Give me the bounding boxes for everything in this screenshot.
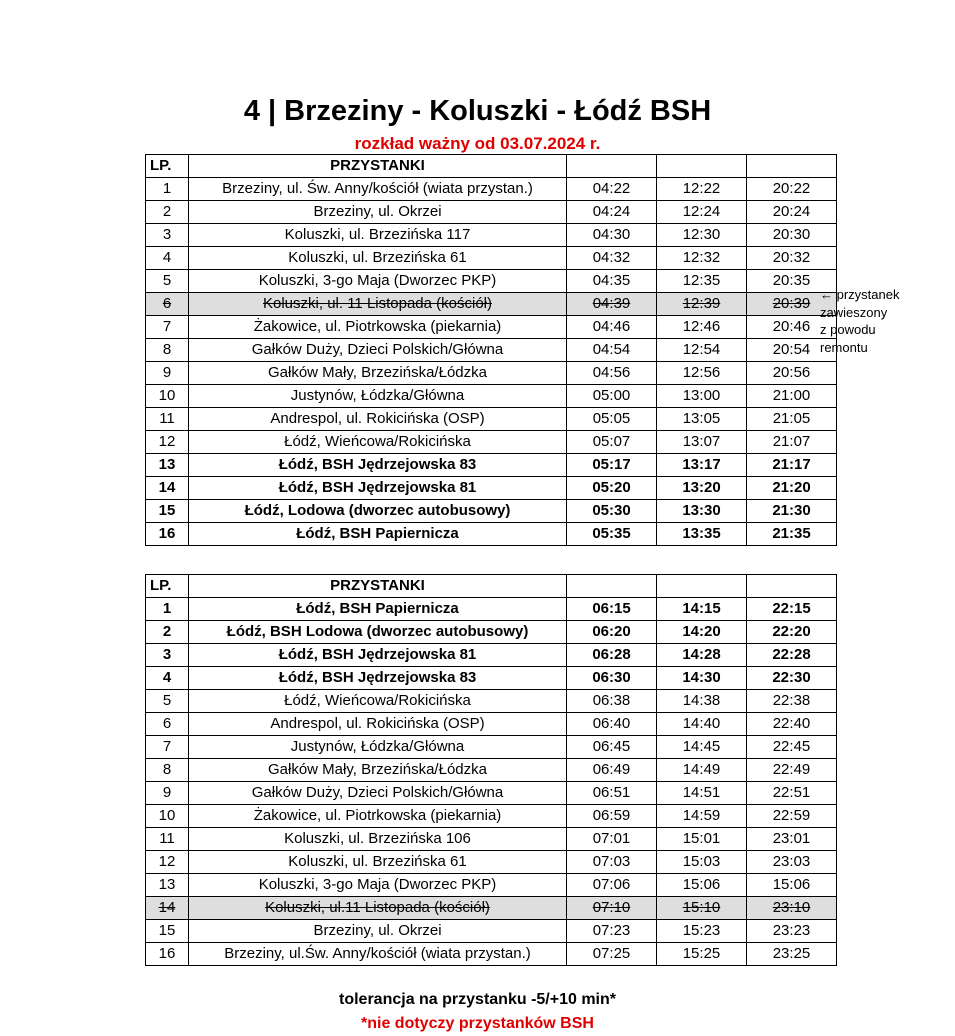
stop-name: Andrespol, ul. Rokicińska (OSP) [189, 408, 567, 431]
departure-time-3: 20:22 [747, 178, 837, 201]
departure-time-2: 14:59 [657, 805, 747, 828]
departure-time-3: 22:51 [747, 782, 837, 805]
departure-time-3: 20:24 [747, 201, 837, 224]
departure-time-3: 20:30 [747, 224, 837, 247]
departure-time-1: 06:38 [567, 690, 657, 713]
table-row [146, 178, 837, 201]
departure-time-1: 07:03 [567, 851, 657, 874]
footer-tolerance-note: tolerancja na przystanku -5/+10 min* [339, 991, 616, 1009]
departure-time-2: 14:40 [657, 713, 747, 736]
departure-time-1: 06:45 [567, 736, 657, 759]
departure-time-1: 06:51 [567, 782, 657, 805]
column-header-stops: PRZYSTANKI [189, 155, 567, 178]
column-header-departure-2 [657, 575, 747, 598]
departure-time-2: 15:10 [657, 897, 747, 920]
table-header-row [146, 155, 837, 178]
row-number: 16 [146, 943, 189, 966]
departure-time-2: 15:03 [657, 851, 747, 874]
departure-time-2: 14:28 [657, 644, 747, 667]
stop-name: Koluszki, ul. Brzezińska 117 [189, 224, 567, 247]
row-number: 12 [146, 851, 189, 874]
departure-time-3: 22:38 [747, 690, 837, 713]
table-row [146, 201, 837, 224]
row-number: 12 [146, 431, 189, 454]
departure-time-1: 04:30 [567, 224, 657, 247]
stop-name: Koluszki, ul.11 Listopada (kościół) [189, 897, 567, 920]
table-row [146, 293, 837, 316]
stop-name: Brzeziny, ul. Św. Anny/kościół (wiata przystan.) [189, 178, 567, 201]
row-number: 13 [146, 454, 189, 477]
departure-time-2: 12:35 [657, 270, 747, 293]
departure-time-3: 15:06 [747, 874, 837, 897]
row-number: 7 [146, 736, 189, 759]
stop-name: Żakowice, ul. Piotrkowska (piekarnia) [189, 805, 567, 828]
row-number: 16 [146, 523, 189, 546]
stop-name: Łódź, Wieńcowa/Rokicińska [189, 431, 567, 454]
stop-name: Koluszki, ul. Brzezińska 106 [189, 828, 567, 851]
row-number: 11 [146, 408, 189, 431]
departure-time-3: 22:28 [747, 644, 837, 667]
row-number: 6 [146, 713, 189, 736]
departure-time-2: 14:45 [657, 736, 747, 759]
departure-time-2: 12:46 [657, 316, 747, 339]
row-number: 10 [146, 385, 189, 408]
timetable-outbound [145, 154, 837, 546]
row-number: 15 [146, 920, 189, 943]
departure-time-1: 04:22 [567, 178, 657, 201]
row-number: 2 [146, 621, 189, 644]
row-number: 8 [146, 759, 189, 782]
departure-time-3: 23:10 [747, 897, 837, 920]
table-row [146, 224, 837, 247]
row-number: 2 [146, 201, 189, 224]
departure-time-2: 14:15 [657, 598, 747, 621]
departure-time-2: 14:20 [657, 621, 747, 644]
row-number: 13 [146, 874, 189, 897]
table-row [146, 270, 837, 293]
stop-name: Koluszki, 3-go Maja (Dworzec PKP) [189, 270, 567, 293]
stop-name: Łódź, Wieńcowa/Rokicińska [189, 690, 567, 713]
table-row [146, 621, 837, 644]
timetable-outbound-wrap [145, 154, 810, 546]
stop-name: Gałków Mały, Brzezińska/Łódzka [189, 759, 567, 782]
suspended-stop-note-line-3: z powodu [820, 322, 876, 338]
departure-time-2: 13:30 [657, 500, 747, 523]
table-row [146, 920, 837, 943]
departure-time-3: 21:05 [747, 408, 837, 431]
row-number: 7 [146, 316, 189, 339]
table-row [146, 339, 837, 362]
departure-time-3: 23:25 [747, 943, 837, 966]
departure-time-3: 22:30 [747, 667, 837, 690]
column-header-departure-1 [567, 155, 657, 178]
departure-time-3: 21:20 [747, 477, 837, 500]
table-row [146, 667, 837, 690]
stop-name: Żakowice, ul. Piotrkowska (piekarnia) [189, 316, 567, 339]
departure-time-1: 06:20 [567, 621, 657, 644]
page-subtitle: rozkład ważny od 03.07.2024 r. [354, 133, 601, 153]
table-row [146, 523, 837, 546]
table-row [146, 598, 837, 621]
stop-name: Łódź, BSH Lodowa (dworzec autobusowy) [189, 621, 567, 644]
departure-time-1: 04:46 [567, 316, 657, 339]
departure-time-2: 13:00 [657, 385, 747, 408]
column-header-departure-3 [747, 575, 837, 598]
row-number: 1 [146, 178, 189, 201]
departure-time-2: 13:17 [657, 454, 747, 477]
departure-time-1: 07:10 [567, 897, 657, 920]
row-number: 4 [146, 667, 189, 690]
stop-name: Brzeziny, ul. Okrzei [189, 920, 567, 943]
table-spacer [0, 546, 955, 574]
departure-time-2: 14:38 [657, 690, 747, 713]
departure-time-1: 06:59 [567, 805, 657, 828]
departure-time-1: 05:30 [567, 500, 657, 523]
departure-time-2: 12:24 [657, 201, 747, 224]
departure-time-3: 22:20 [747, 621, 837, 644]
stop-name: Justynów, Łódzka/Główna [189, 385, 567, 408]
timetable-return-body [146, 598, 837, 966]
timetable-return-wrap [145, 574, 810, 966]
stop-name: Brzeziny, ul.Św. Anny/kościół (wiata przystan.) [189, 943, 567, 966]
timetable-return [145, 574, 837, 966]
row-number: 8 [146, 339, 189, 362]
row-number: 5 [146, 690, 189, 713]
stop-name: Łódź, BSH Jędrzejowska 83 [189, 454, 567, 477]
departure-time-2: 15:06 [657, 874, 747, 897]
stop-name: Łódź, BSH Jędrzejowska 81 [189, 477, 567, 500]
departure-time-1: 04:54 [567, 339, 657, 362]
departure-time-3: 20:56 [747, 362, 837, 385]
column-header-departure-3 [747, 155, 837, 178]
table-row [146, 408, 837, 431]
departure-time-3: 23:23 [747, 920, 837, 943]
departure-time-2: 15:01 [657, 828, 747, 851]
departure-time-1: 07:25 [567, 943, 657, 966]
departure-time-3: 21:30 [747, 500, 837, 523]
table-header-row [146, 575, 837, 598]
row-number: 9 [146, 362, 189, 385]
footer-bsh-note: *nie dotyczy przystanków BSH [361, 1015, 594, 1033]
departure-time-2: 15:23 [657, 920, 747, 943]
stop-name: Gałków Duży, Dzieci Polskich/Główna [189, 339, 567, 362]
departure-time-1: 05:35 [567, 523, 657, 546]
row-number: 3 [146, 224, 189, 247]
stop-name: Koluszki, ul. 11 Listopada (kościół) [189, 293, 567, 316]
departure-time-2: 13:05 [657, 408, 747, 431]
table-row [146, 644, 837, 667]
departure-time-3: 21:17 [747, 454, 837, 477]
departure-time-3: 20:32 [747, 247, 837, 270]
departure-time-2: 14:51 [657, 782, 747, 805]
table-row [146, 477, 837, 500]
departure-time-2: 13:20 [657, 477, 747, 500]
departure-time-1: 05:05 [567, 408, 657, 431]
footer-notes [0, 988, 955, 1036]
departure-time-1: 06:30 [567, 667, 657, 690]
departure-time-1: 04:56 [567, 362, 657, 385]
row-number: 14 [146, 477, 189, 500]
departure-time-3: 21:00 [747, 385, 837, 408]
suspended-stop-note-line-1: ← przystanek [820, 287, 900, 302]
table-row [146, 736, 837, 759]
table-row [146, 316, 837, 339]
table-row [146, 454, 837, 477]
suspended-stop-note [820, 286, 948, 356]
departure-time-1: 07:23 [567, 920, 657, 943]
departure-time-1: 05:20 [567, 477, 657, 500]
stop-name: Koluszki, ul. Brzezińska 61 [189, 247, 567, 270]
table-row [146, 828, 837, 851]
table-row [146, 713, 837, 736]
departure-time-3: 22:59 [747, 805, 837, 828]
row-number: 5 [146, 270, 189, 293]
departure-time-3: 20:39 [747, 293, 837, 316]
departure-time-1: 07:06 [567, 874, 657, 897]
departure-time-1: 04:24 [567, 201, 657, 224]
departure-time-2: 12:30 [657, 224, 747, 247]
table-row [146, 874, 837, 897]
page-title: 4 | Brzeziny - Koluszki - Łódź BSH [243, 95, 712, 127]
departure-time-1: 05:00 [567, 385, 657, 408]
departure-time-2: 12:54 [657, 339, 747, 362]
table-row [146, 362, 837, 385]
table-row [146, 851, 837, 874]
suspended-stop-note-line-2: zawieszony [820, 304, 888, 320]
departure-time-3: 23:01 [747, 828, 837, 851]
departure-time-3: 22:49 [747, 759, 837, 782]
stop-name: Koluszki, 3-go Maja (Dworzec PKP) [189, 874, 567, 897]
departure-time-3: 22:40 [747, 713, 837, 736]
table-row [146, 759, 837, 782]
column-header-stops: PRZYSTANKI [189, 575, 567, 598]
table-row [146, 385, 837, 408]
stop-name: Łódź, BSH Jędrzejowska 83 [189, 667, 567, 690]
column-header-departure-1 [567, 575, 657, 598]
departure-time-1: 05:17 [567, 454, 657, 477]
row-number: 3 [146, 644, 189, 667]
departure-time-2: 13:07 [657, 431, 747, 454]
departure-time-3: 20:54 [747, 339, 837, 362]
row-number: 10 [146, 805, 189, 828]
table-row [146, 943, 837, 966]
departure-time-2: 14:30 [657, 667, 747, 690]
departure-time-1: 06:28 [567, 644, 657, 667]
departure-time-1: 06:49 [567, 759, 657, 782]
stop-name: Justynów, Łódzka/Główna [189, 736, 567, 759]
departure-time-1: 04:35 [567, 270, 657, 293]
departure-time-1: 06:40 [567, 713, 657, 736]
stop-name: Gałków Duży, Dzieci Polskich/Główna [189, 782, 567, 805]
row-number: 11 [146, 828, 189, 851]
departure-time-2: 12:32 [657, 247, 747, 270]
stop-name: Łódź, BSH Papiernicza [189, 598, 567, 621]
departure-time-3: 20:35 [747, 270, 837, 293]
departure-time-3: 21:35 [747, 523, 837, 546]
departure-time-2: 12:56 [657, 362, 747, 385]
departure-time-3: 22:15 [747, 598, 837, 621]
departure-time-2: 12:22 [657, 178, 747, 201]
departure-time-1: 06:15 [567, 598, 657, 621]
table-row [146, 500, 837, 523]
column-header-departure-2 [657, 155, 747, 178]
stop-name: Brzeziny, ul. Okrzei [189, 201, 567, 224]
departure-time-2: 15:25 [657, 943, 747, 966]
row-number: 6 [146, 293, 189, 316]
row-number: 9 [146, 782, 189, 805]
departure-time-3: 20:46 [747, 316, 837, 339]
departure-time-2: 13:35 [657, 523, 747, 546]
row-number: 1 [146, 598, 189, 621]
departure-time-2: 14:49 [657, 759, 747, 782]
departure-time-1: 04:32 [567, 247, 657, 270]
row-number: 4 [146, 247, 189, 270]
departure-time-1: 04:39 [567, 293, 657, 316]
row-number: 14 [146, 897, 189, 920]
stop-name: Andrespol, ul. Rokicińska (OSP) [189, 713, 567, 736]
column-header-lp: LP. [146, 575, 189, 598]
column-header-lp: LP. [146, 155, 189, 178]
table-row [146, 897, 837, 920]
stop-name: Łódź, BSH Jędrzejowska 81 [189, 644, 567, 667]
departure-time-2: 12:39 [657, 293, 747, 316]
stop-name: Koluszki, ul. Brzezińska 61 [189, 851, 567, 874]
departure-time-3: 23:03 [747, 851, 837, 874]
departure-time-1: 05:07 [567, 431, 657, 454]
stop-name: Łódź, Lodowa (dworzec autobusowy) [189, 500, 567, 523]
timetable-outbound-body [146, 178, 837, 546]
stop-name: Gałków Mały, Brzezińska/Łódzka [189, 362, 567, 385]
stop-name: Łódź, BSH Papiernicza [189, 523, 567, 546]
table-row [146, 431, 837, 454]
table-row [146, 805, 837, 828]
table-row [146, 247, 837, 270]
departure-time-3: 21:07 [747, 431, 837, 454]
table-row [146, 690, 837, 713]
table-row [146, 782, 837, 805]
row-number: 15 [146, 500, 189, 523]
departure-time-1: 07:01 [567, 828, 657, 851]
departure-time-3: 22:45 [747, 736, 837, 759]
suspended-stop-note-line-4: remontu [820, 339, 868, 355]
